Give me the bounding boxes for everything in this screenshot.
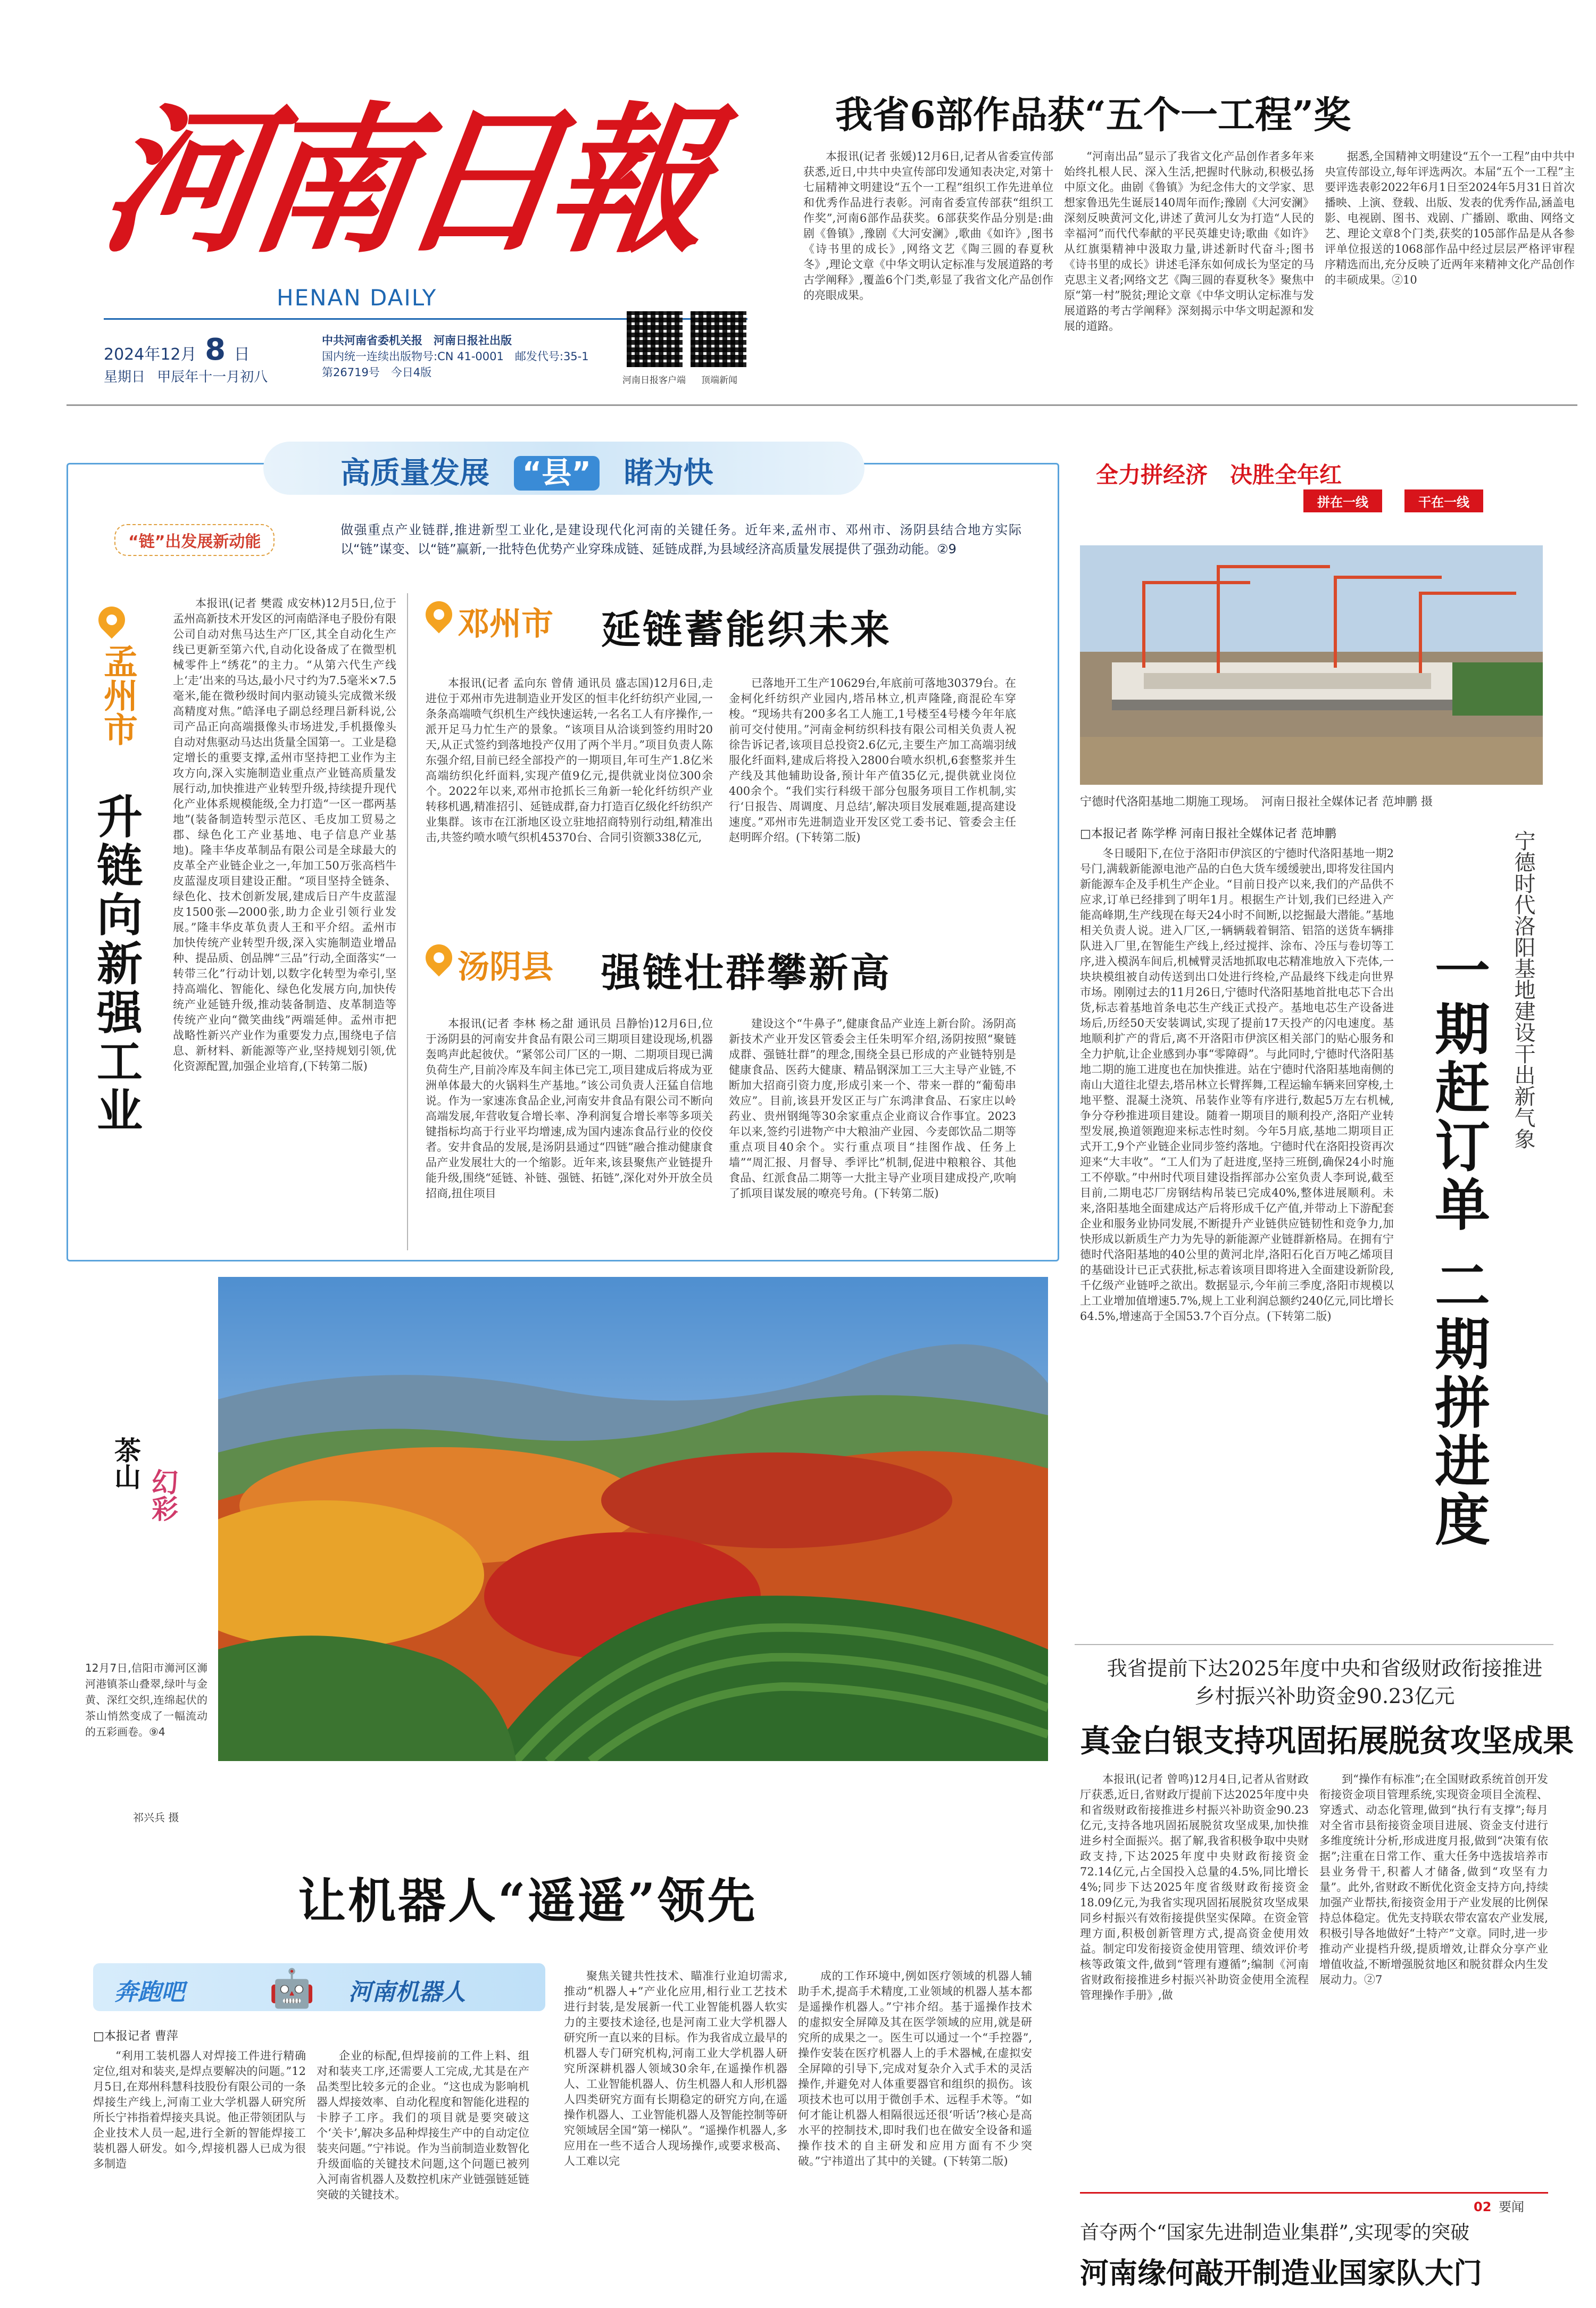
footer-page-number: 02 bbox=[1474, 2199, 1492, 2214]
robot-col4: 成的工作环境中,例如医疗领域的机器人辅助手术,提高手术精度,工业领域的机器人基本都是遥操作机器人。”宁祎介绍。基于遥操作技术的虚拟安全屏障及其在医学领域的应用,就是研究所的成果之一。医生可以通过一个“手控器”,操作安装在医疗机器人上的手术器械,在虚拟安全屏障的引导下,完成对复杂介入式手术的灵活操作,并避免对人体重要器官和组织的损伤。该项技术也可以用于微创手术、远程手术等。“如何才能让机器人相隔很远还很‘听话’?核心是高水平的控制技术,即时我们也在做安全设备和遥操作技术的自主研发和应用方面有不少突破。”宁祎道出了其中的关键。(下转第二版) bbox=[798, 1970, 1032, 2168]
qr-code-dingduan[interactable] bbox=[691, 311, 746, 367]
ningde-photo-caption: 宁德时代洛阳基地二期施工现场。 河南日报社全媒体记者 范坤鹏 摄 bbox=[1080, 795, 1433, 809]
masthead-english: HENAN DAILY bbox=[277, 285, 437, 311]
masthead-weekday-lunar bbox=[104, 366, 268, 386]
qr-label-app: 河南日报客户端 bbox=[622, 375, 686, 386]
masthead-date bbox=[104, 333, 250, 367]
ningde-banner-title: 全力拼经济 决胜全年红 bbox=[1096, 462, 1342, 488]
lunar-date: 甲辰年十一月初八 bbox=[157, 369, 268, 385]
dengzhou-headline: 延链蓄能织未来 bbox=[601, 607, 892, 653]
mengzhou-body: 本报讯(记者 樊霞 成安林)12月5日,位于孟州高新技术开发区的河南皓泽电子股份有限公司自动对焦马达生产厂区,其全自动化生产线已更新至第六代,自动化设备成了在微型机械零件上“绣花”的主力。“从第六代生产线上‘走’出来的马达,最小尺寸约为7.5毫米×7.5毫米,能在微秒级时间内驱动镜头完成微米级高精度对焦。”皓泽电子副总经理吕新科说,公司产品正向高端摄像头市场进发,手机摄像头自动对焦驱动马达出货量全国第一。工业是稳定增长的重要支撑,孟州市坚持把工业作为主攻方向,深入实施制造业重点产业链高质量发展行动,加快推进产业转型升级,持续提升现代化产业体系规模能级,全力打造“一区一郡两基地”(装备制造转型示范区、毛皮加工贸易之郡、绿色化工产业基地、电子信息产业基地)。隆丰华皮革制品有限公司是全球最大的皮革全产业链企业之一,年加工50万张高档牛皮蓝湿皮项目建设正酣。“项目坚持全链条、绿色化、技术创新发展,建成后日产牛皮蓝湿皮1500张—2000张,助力企业引领行业发展。”隆丰华皮革负责人王和平介绍。孟州市加快传统产业转型升级,深入实施制造业增品种、提品质、创品牌“三品”行动,全面落实“一转带三化”行动计划,以数字化转型为牵引,坚持高端化、智能化、绿色化发展方向,加快传统产业延链升级,推动装备制造、皮革制造等传统产业向“微笑曲线”两端延伸。孟州市把战略性新兴产业作为重要发力点,围绕电子信息、新材料、新能源等产业,坚持规划引领,优化资源配置,加强企业培育,(下转第二版) bbox=[173, 597, 396, 1073]
chain-tag: “链”出发展新动能 bbox=[114, 524, 275, 556]
tangyin-place: 汤阴县 bbox=[458, 949, 553, 986]
pubinfo-line1: 中共河南省委机关报 河南日报社出版 bbox=[322, 334, 512, 347]
masthead-logo bbox=[90, 87, 785, 275]
ningde-subtitle: 宁德时代洛阳基地建设干出新气象 bbox=[1511, 830, 1535, 1149]
top-story-headline: 我省6部作品获“五个一工程”奖 bbox=[835, 93, 1351, 137]
mengzhou-headline: 升链向新强工业 bbox=[89, 793, 143, 1135]
weekday: 星期日 bbox=[104, 369, 146, 385]
masthead-bottom-rule bbox=[66, 404, 1577, 406]
banner-part2: “县” bbox=[514, 456, 600, 491]
tea-photo-title-a: 茶山 bbox=[110, 1437, 142, 1490]
tea-photo-title-b: 幻彩 bbox=[147, 1468, 179, 1522]
right-column-divider bbox=[1075, 1644, 1553, 1645]
footer-teaser-head[interactable]: 河南缘何敲开制造业国家队大门 bbox=[1080, 2256, 1482, 2290]
chain-intro: 做强重点产业链群,推进新型工业化,是建设现代化河南的关键任务。近年来,孟州市、邓州市、汤阴县结合地方实际以“链”谋变、以“链”赢新,一批特色优势产业穿珠成链、延链成群,为县域经济高质量发展提供了强劲动能。②9 bbox=[340, 522, 1021, 557]
robot-badge bbox=[93, 1963, 545, 2011]
banner-part3: 睹为快 bbox=[624, 456, 713, 491]
pubinfo-line3: 第26719号 今日4版 bbox=[322, 366, 432, 379]
qr-code-app[interactable] bbox=[627, 311, 683, 367]
tea-mountain-illustration bbox=[218, 1277, 1048, 1761]
robot-headline: 让机器人“遥遥”领先 bbox=[298, 1873, 758, 1929]
ningde-headline: 一期赶订单 二期拼进度 bbox=[1425, 942, 1491, 1550]
banner-part1: 高质量发展 bbox=[340, 456, 489, 491]
ningde-tab1: 拼在一线 bbox=[1303, 489, 1382, 512]
qr-label-dingduan: 顶端新闻 bbox=[701, 375, 737, 386]
ningde-body: 冬日暖阳下,在位于洛阳市伊滨区的宁德时代洛阳基地一期2号门,满载新能源电池产品的白色大货车缓缓驶出,即将发往国内新能源车企及手机生产企业。“目前日投产以来,我们的产品供不应求,订单已经排到了明年1月。根据生产计划,我们已经进入产能高峰期,生产线现在每天24小时不间断,以挖掘最大潜能。”基地相关负责人说。进入厂区,一辆辆载着铜箔、铝箔的送货车辆排队进入厂里,在智能生产线上,经过搅拌、涂布、冷压与卷切等工序,进入模涡车间后,机械臂灵活地抓取电芯精准地放入下壳体,一块块模组被自动传送到出口处进行终检,产品最终下线走向世界市场。刚刚过去的11月26日,宁德时代洛阳基地首批电芯下合出货,标志着基地首条电芯生产线正式投产。基地电芯生产设备进场后,历经50天安装调试,实现了提前17天投产的闪电速度。基地顺利扩产的背后,离不开洛阳市伊滨区相关部门的贴心服务和全力护航,让企业感到办事“零障碍”。与此同时,宁德时代洛阳基地二期的施工进度也在加快推进。站在宁德时代洛阳基地南侧的南山大道往北望去,塔吊林立长臂挥舞,工程运输车辆来回穿梭,土地平整、混凝土浇筑、吊装作业等有序进行,数起5万左右机械,争分夺秒推进项目建设。随着一期项目的顺利投产,洛阳产业转型发展,换道领跑迎来标志性时刻。今年5月底,基地二期项目正式开工,9个产业链企业同步签约落地。宁德时代在洛阳投资再次迎来“大丰收”。“工人们为了赶进度,坚持三班倒,确保24小时施工不停歇。”中州时代项目建设指挥部办公室负责人李珂说,截至目前,二期电芯厂房钢结构吊装已完成40%,整体进展顺利。未来,洛阳基地全面建成达产后将形成千亿产值,并带动上下游配套企业和服务业协同发展,不断提升产业链供应链韧性和竞争力,加快形成以新质生产力为先导的新能源产业链群新格局。在拥有宁德时代洛阳基地的40公里的黄河北岸,洛阳石化百万吨乙烯项目的基础设计已正式获批,标志着该项目即将进入全面建设新阶段,千亿级产业链呼之欲出。数据显示,今年前三季度,洛阳市规模以上工业增加值增速5.7%,规上工业利润总额约240亿元,同比增长64.5%,增速高于全国53.7个百分点。(下转第二版) bbox=[1080, 847, 1394, 1323]
robot-icon: 🤖 bbox=[269, 1966, 315, 2010]
fiscal-subhead: 我省提前下达2025年度中央和省级财政衔接推进乡村振兴补助资金90.23亿元 bbox=[1107, 1657, 1543, 1708]
tangyin-col1: 本报讯(记者 李林 杨之甜 通讯员 吕静怡)12月6日,位于汤阴县的河南安井食品有限公司三期项目建设现场,机器轰鸣声此起彼伏。“紧邻公司厂区的一期、二期项目现已满负荷生产,目前冷库及车间主体已完工,项目建成后将成为亚洲单体最大的火锅料生产基地。”该公司负责人汪猛自信地说。作为一家速冻食品企业,河南安井食品有限公司不断向高端发展,年营收复合增长率、净利润复合增长率等多项关键指标均高于行业平均增速,成为国内速冻食品行业的佼佼者。安井食品的发展,是汤阴县通过“四链”融合推动健康食品产业发展壮大的一个缩影。近年来,该县聚焦产业链提升能升级,围绕“延链、补链、强链、拓链”,深化对外开放全员招商,扭住项目 bbox=[426, 1017, 713, 1200]
ningde-tab2: 干在一线 bbox=[1404, 489, 1483, 512]
mengzhou-place: 孟州市 bbox=[98, 644, 138, 746]
robot-col3: 聚焦关键共性技术、瞄准行业迫切需求,推动“机器人+”产业化应用,相行业工艺技术进行封装,是发展新一代工业智能机器人软实力的主要技术途径,也是河南工业大学机器人研究所一直以来的目标。作为我省成立最早的机器人专门研究机构,河南工业大学机器人研究所深耕机器人领域30余年,在遥操作机器人、工业智能机器人、仿生机器人和人形机器人四类研究方面有长期稳定的研究方向,在遥操作机器人、工业智能机器人及智能控制等研究领域居全国“第一梯队”。“遥操作机器人,多应用在一些不适合人现场操作,或要求极高、人工难以完 bbox=[564, 1970, 787, 2168]
masthead-logo-text: 河南日報 bbox=[90, 87, 713, 275]
date-year-month: 2024年12月 bbox=[104, 345, 197, 364]
date-suffix: 日 bbox=[234, 345, 250, 364]
footer-rule bbox=[1080, 2192, 1548, 2194]
robot-col1: “利用工装机器人对焊接工件进行精确定位,组对和装夹,是焊点要解决的问题。”12月5日,在郑州科慧科技股份有限公司的一条焊接生产线上,河南工业大学机器人研究所所长宁祎指着焊接夹具说。他正带领团队与企业技术人员一起,进行全新的智能焊接工装机器人研发。如今,焊接机器人已成为很多制造 bbox=[93, 2049, 306, 2170]
ningde-construction-photo bbox=[1080, 545, 1543, 785]
date-day: 8 bbox=[205, 333, 226, 367]
tea-photo-credit: 祁兴兵 摄 bbox=[133, 1811, 179, 1824]
robot-col2: 企业的标配,但焊接前的工件上料、组对和装夹工序,还需要人工完成,尤其是在产品类型比较多元的企业。“这也成为影响机器人焊接效率、自动化程度和智能化进程的卡脖子工序。我们的项目就是要突破这个‘关卡’,解决多品种焊接生产中的自动定位装夹问题。”宁祎说。作为当前制造业数智化升级面临的关键技术问题,这个问题已被列入河南省机器人及数控机床产业链强链延链突破的关键技术。 bbox=[317, 2049, 529, 2201]
tangyin-col2: 建设这个“牛鼻子”,健康食品产业连上新台阶。汤阴高新技术产业开发区管委会主任朱明军介绍,汤阴按照“聚链成群、强链壮群”的理念,围绕全县已形成的产业链特别是健康食品、医药大健康、精品钢深加工三大主导产业链,不断加大招商引资力度,形成引来一个、带来一群的“葡萄串效应”。目前,该县开发区正与广东鸿津食品、石家庄以岭药业、贵州钢绳等30余家重点企业商议合作事宜。2023年以来,签约引进物产中大粮油产业园、今麦郎饮品二期等重点项目40余个。实行重点项目“挂图作战、任务上墙”“周汇报、月督导、季评比”机制,促进中粮粮谷、其他食品、红派食品二期等一大批主导产业项目建成投产,吹响了抓项目谋发展的嘹亮号角。(下转第二版) bbox=[729, 1017, 1016, 1200]
footer-page-ref[interactable] bbox=[1474, 2196, 1524, 2215]
robot-byline: □本报记者 曹萍 bbox=[93, 2030, 178, 2043]
dengzhou-col2: 已落地开工生产10629台,年底前可落地30379台。在金柯化纤纺织产业园内,塔吊林立,机声隆隆,商混砼车穿梭。“现场共有200多名工人施工,1号楼至4号楼今年年底前可交付使用。”河南金柯纺织科技有限公司相关负责人祝徐告诉记者,该项目总投资2.6亿元,主要生产加工高端羽绒服化纤面料,建成后将投入2800台喷水织机,6套整浆并生产线及其他辅助设备,预计年产值35亿元,提供就业岗位400余个。“我们实行科级干部分包服务项目工作机制,实行‘日报告、周调度、月总结’,解决项目发展难题,提高建设速度。”邓州市先进制造业开发区党工委书记、管委会主任赵明晖介绍。(下转第二版) bbox=[729, 677, 1016, 844]
fiscal-col2: 到“操作有标准”;在全国财政系统首创开发衔接资金项目管理系统,实现资金项目全流程、穿透式、动态化管理,做到“执行有支撑”;每月对全省市县衔接资金项目进展、资金支付进行多维度统计分析,形成进度月报,做到“决策有依据”;注重在日常工作、重大任务中选拔培养市县业务骨干,积蓄人才储备,做到“攻坚有力量”。此外,省财政不断优化资金支持方向,持续加强产业帮扶,衔接资金用于产业发展的比例保持总体稳定。优先支持联农带农富农产业发展,积极引导各地做好“土特产”文章。同时,进一步推动产业提档升级,提质增效,让群众分享产业增值收益,不断增强脱贫地区和脱贫群众内生发展动力。②7 bbox=[1319, 1773, 1548, 1986]
footer-page-label: 要闻 bbox=[1499, 2199, 1525, 2214]
tangyin-headline: 强链壮群攀新高 bbox=[601, 950, 892, 996]
pubinfo-line2: 国内统一连续出版物号:CN 41-0001 邮发代号:35-1 bbox=[322, 350, 589, 363]
banner-text bbox=[340, 450, 713, 492]
fiscal-headline: 真金白银支持巩固拓展脱贫攻坚成果 bbox=[1080, 1723, 1574, 1759]
footer-teaser-sub[interactable]: 首夺两个“国家先进制造业集群”,实现零的突破 bbox=[1080, 2222, 1470, 2244]
top-story-col3: 据悉,全国精神文明建设“五个一工程”由中共中央宣传部设立,每年评选两次。本届“五个一工程”主要评选表彰2022年6月1日至2024年5月31日首次播映、上演、登载、出版、发表的优秀作品,涵盖电影、电视剧、图书、戏剧、广播剧、歌曲、网络文艺、理论文章8个门类,获奖的105部作品是从各参评单位报送的1068部作品中经过层层严格评审程序精选而出,充分反映了近两年来精神文化产品创作的丰硕成果。②10 bbox=[1325, 150, 1575, 286]
construction-site-illustration bbox=[1080, 545, 1543, 785]
top-story-col1: 本报讯(记者 张媛)12月6日,记者从省委宣传部获悉,近日,中共中央宣传部印发通知表决定,对第十七届精神文明建设“五个一工程”组织工作先进单位和优秀作品进行表彰。河南省委宣传部获“组织工作奖”,河南6部作品获奖。6部获奖作品分别是:曲剧《鲁镇》,豫剧《大河安澜》,歌曲《如许》,图书《诗书里的成长》,网络文艺《陶三圆的春夏秋冬》,理论文章《中华文明认定标准与发展道路的考古学阐释》,覆盖6个门类,彰显了我省文化产品创作的亮眼成果。 bbox=[803, 150, 1053, 302]
dengzhou-place: 邓州市 bbox=[458, 605, 553, 643]
mengzhou-divider bbox=[407, 593, 408, 1250]
dengzhou-col1: 本报讯(记者 孟向东 曾倩 通讯员 盛志国)12月6日,走进位于邓州市先进制造业开发区的恒丰化纤纺织产业园,一条条高端喷气织机生产线快速运转,一名名工人有序操作,一派开足马力忙生产的景象。“该项目从洽谈到签约用时20天,从正式签约到落地投产仅用了两个半月。”项目负责人陈东强介绍,目前已经全部投产的一期项目,年可生产1.8亿米高端纺织化纤面料,实现产值9亿元,提供就业岗位300余个。2022年以来,邓州市抢抓长三角新一轮化纤纺织产业转移机遇,精准招引、延链成群,奋力打造百亿级化纤纺织产业集群。该市在江浙地区设立驻地招商特别行动组,精准出击,共签约喷水喷气织机45370台、合同引资额338亿元, bbox=[426, 677, 713, 844]
robot-badge-part1: 奔跑吧 bbox=[114, 1979, 185, 2006]
tea-mountain-photo bbox=[218, 1277, 1048, 1761]
top-story-col2: “河南出品”显示了我省文化产品创作者多年来始终扎根人民、深入生活,把握时代脉动,积极弘扬中原文化。曲剧《鲁镇》为纪念伟大的文学家、思想家鲁迅先生诞辰140周年而作;豫剧《大河安澜》深刻反映黄河文化,讲述了黄河儿女为打造“人民的幸福河”而代代奉献的平民英雄史诗;歌曲《如许》从红旗渠精神中汲取力量,讲述新时代奋斗;图书《诗书里的成长》讲述毛泽东如何成长为坚定的马克思主义者;网络文艺《陶三圆的春夏秋冬》聚焦中原“第一村”脱贫;理论文章《中华文明认定标准与发展道路的考古学阐释》深刻揭示中华文明起源和发展的道路。 bbox=[1064, 150, 1314, 333]
ningde-byline: □本报记者 陈学桦 河南日报社全媒体记者 范坤鹏 bbox=[1080, 827, 1336, 841]
masthead-pubinfo bbox=[322, 333, 630, 380]
tea-photo-caption: 12月7日,信阳市浉河区浉河港镇茶山叠翠,绿叶与金黄、深红交织,连绵起伏的茶山悄然变成了一幅流动的五彩画卷。⑨4 bbox=[85, 1662, 207, 1738]
fiscal-col1: 本报讯(记者 曾鸣)12月4日,记者从省财政厅获悉,近日,省财政厅提前下达2025年度中央和省级财政衔接推进乡村振兴补助资金90.23亿元,支持各地巩固拓展脱贫攻坚成果,加快推进乡村全面振兴。据了解,我省积极争取中央财政支持,下达2025年度中央财政衔接资金72.14亿元,占全国投入总量的4.5%,同比增长4%;同步下达2025年度省级财政衔接资金18.09亿元,为我省实现巩固拓展脱贫攻坚成果同乡村振兴有效衔接提供坚实保障。在资金管理方面,积极创新管理方式,提高资金使用效益。制定印发衔接资金使用管理、绩效评价考核等政策文件,做到“管理有遵循”;编制《河南省财政衔接推进乡村振兴补助资金使用全流程管理操作手册》,做 bbox=[1080, 1773, 1309, 2002]
robot-badge-part2: 河南机器人 bbox=[348, 1979, 466, 2006]
ningde-banner bbox=[1075, 458, 1543, 511]
